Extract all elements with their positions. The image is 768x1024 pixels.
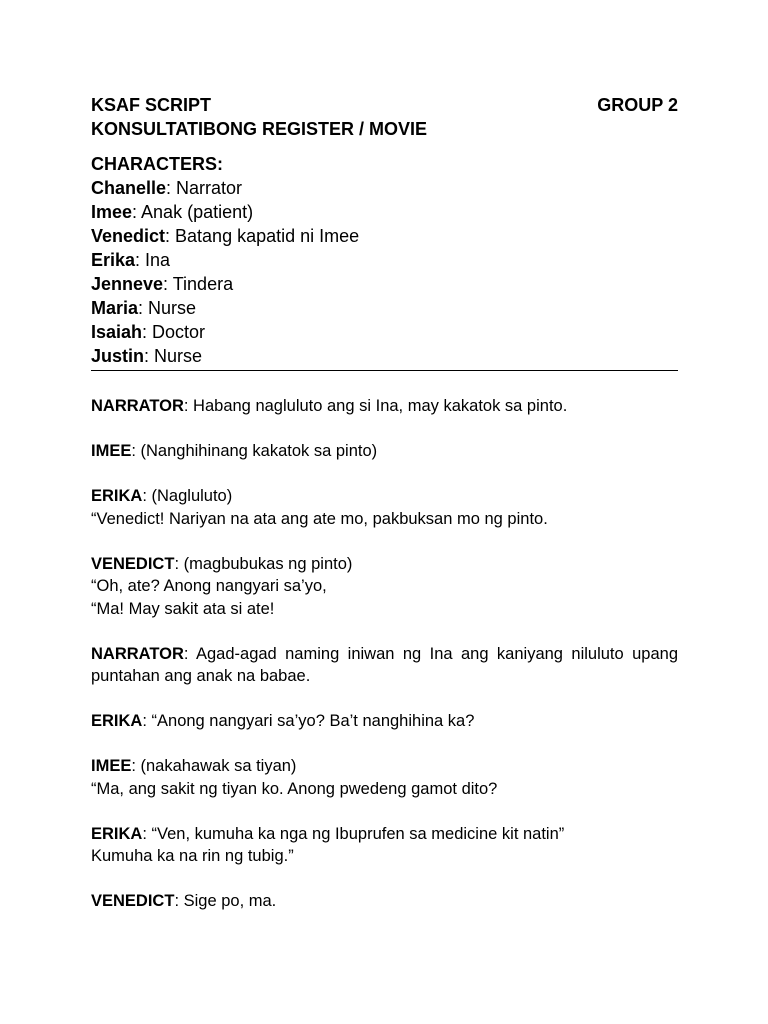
speaker-name: IMEE [91,757,132,775]
characters-heading: CHARACTERS: [91,154,223,174]
dialogue-text: : Habang nagluluto ang si Ina, may kakatok sa pinto. [183,397,568,415]
dialogue-text: : (Nagluluto) [142,487,233,505]
dialogue-block [91,553,678,621]
dialogue-block [91,890,678,913]
character-name: Isaiah [91,322,143,342]
dialogue-block [91,643,678,688]
character-row [91,296,678,320]
group-label: GROUP 2 [597,95,678,115]
speaker-name: NARRATOR [91,397,184,415]
character-row [91,344,678,368]
character-row [91,224,678,248]
dialogue-text: : “Anong nangyari sa’yo? Ba’t nanghihina ka? [142,712,475,730]
dialogue-line: Kumuha ka na rin ng tubig.” [91,847,294,865]
character-role: : Anak (patient) [132,202,254,222]
speaker-name: NARRATOR [91,644,184,663]
character-role: : Doctor [142,322,206,342]
character-role: : Nurse [144,346,203,366]
character-role: : Narrator [166,178,243,198]
dialogue-block [91,755,678,800]
speaker-name: VENEDICT [91,554,175,573]
dialogue-line: “Ma! May sakit ata si ate! [91,599,275,618]
script-body [91,395,678,913]
dialogue-line: “Venedict! Nariyan na ata ang ate mo, pakbuksan mo ng pinto. [91,509,548,528]
dialogue-block [91,440,678,463]
character-name: Jenneve [91,274,164,294]
character-row [91,272,678,296]
speaker-name: ERIKA [91,487,143,505]
dialogue-line: “Ma, ang sakit ng tiyan ko. Anong pwedeng gamot dito? [91,779,498,798]
character-name: Imee [91,202,133,222]
character-name: Venedict [91,226,166,246]
document-title: KSAF SCRIPT [91,95,212,115]
character-name: Justin [91,346,145,366]
character-row [91,176,678,200]
dialogue-block [91,710,678,733]
character-row [91,320,678,344]
dialogue-text: : (magbubukas ng pinto) [174,554,353,573]
character-row [91,248,678,272]
dialogue-block [91,395,678,418]
characters-section [91,152,678,371]
character-role: : Batang kapatid ni Imee [165,226,360,246]
character-row [91,200,678,224]
character-name: Erika [91,250,136,270]
dialogue-block [91,485,678,530]
dialogue-text: : (nakahawak sa tiyan) [131,757,297,775]
dialogue-text: : (Nanghihinang kakatok sa pinto) [131,442,378,460]
dialogue-block [91,823,678,868]
character-role: : Nurse [138,298,197,318]
header-row [91,93,678,117]
dialogue-text: : Agad-agad naming iniwan ng Ina ang kaniyang niluluto upang puntahan ang anak na babae. [91,644,678,685]
character-role: : Ina [135,250,171,270]
document-subtitle: KONSULTATIBONG REGISTER / MOVIE [91,119,428,139]
dialogue-text: : Sige po, ma. [174,892,277,910]
character-name: Chanelle [91,178,167,198]
speaker-name: IMEE [91,442,132,460]
dialogue-text: : “Ven, kumuha ka nga ng Ibuprufen sa medicine kit natin” [142,824,565,843]
speaker-name: ERIKA [91,824,143,843]
character-role: : Tindera [163,274,234,294]
speaker-name: VENEDICT [91,892,175,910]
speaker-name: ERIKA [91,712,143,730]
dialogue-line: “Oh, ate? Anong nangyari sa’yo, [91,577,327,595]
character-name: Maria [91,298,139,318]
